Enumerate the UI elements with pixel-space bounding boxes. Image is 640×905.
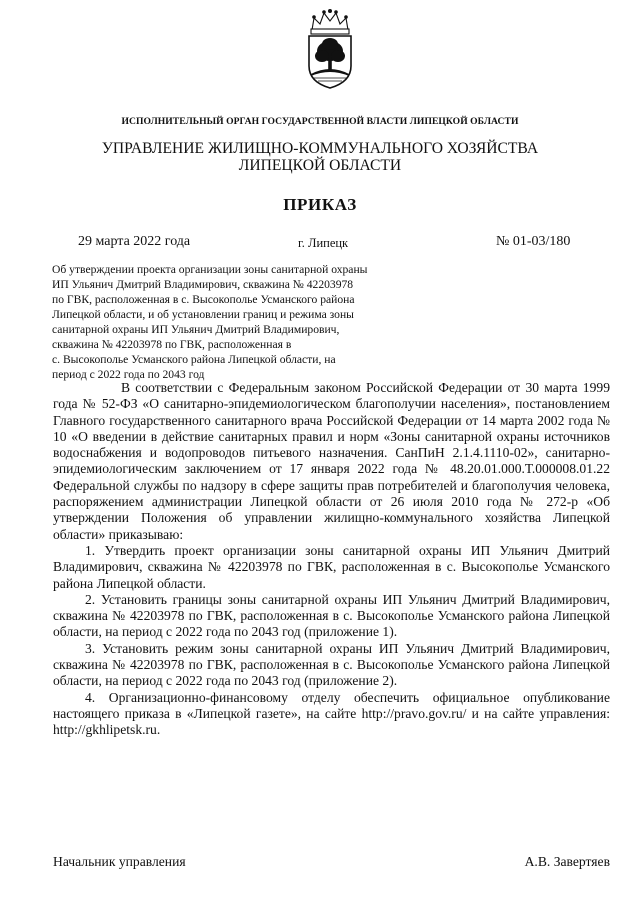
order-subject: [52, 262, 424, 382]
order-city: г. Липецк: [298, 236, 349, 250]
order-item: 2. Установить границы зоны санитарной охраны ИП Ульянич Дмитрий Владимирович, скважина № 42203978 по ГВК, расположенная в с. Высокополье Усманского района Липецкой области, на период с 2022 года по 2043 год (приложение 1).: [53, 591, 610, 640]
coat-of-arms-icon: [302, 8, 358, 90]
order-number: № 01-03/180: [496, 234, 571, 249]
document-title: ПРИКАЗ: [283, 195, 357, 214]
preamble-paragraph: В соответствии с Федеральным законом Российской Федерации от 30 марта 1999 года № 52-ФЗ «О санитарно-эпидемиологическом благополучии населения», постановлением Главного государственного санитарного врача Российской Федерации от 14 марта 2002 года № 10 «О введении в действие санитарных правил и норм «Зоны санитарной охраны источников водоснабжения и водопроводов питьевого назначения. СанПиН 2.1.4.1110-02», санитарно-эпидемиологическим заключением от 17 января 2022 года № 48.20.01.000.Т.000008.01.22 Федеральной службы по надзору в сфере защиты прав потребителей и благополучия человека, распоряжением администрации Липецкой области от 26 июля 2010 года № 272-р «Об утверждении Положения об управлении жилищно-коммунального хозяйства Липецкой области» приказываю:: [53, 380, 610, 542]
subject-line: Об утверждении проекта организации зоны санитарной охраны: [52, 263, 368, 276]
subject-line: санитарной охраны ИП Ульянич Дмитрий Владимирович,: [52, 323, 340, 336]
subject-line: ИП Ульянич Дмитрий Владимирович, скважина № 42203978: [52, 278, 354, 291]
department-name-line-2: ЛИПЕЦКОЙ ОБЛАСТИ: [238, 157, 402, 174]
issuing-authority: ИСПОЛНИТЕЛЬНЫЙ ОРГАН ГОСУДАРСТВЕННОЙ ВЛАСТИ ЛИПЕЦКОЙ ОБЛАСТИ: [121, 116, 519, 127]
subject-line: Липецкой области, и об установлении границ и режима зоны: [52, 308, 354, 321]
order-item: 1. Утвердить проект организации зоны санитарной охраны ИП Ульянич Дмитрий Владимирович, скважина № 42203978 по ГВК, расположенная в с. Высокополье Усманского района Липецкой области.: [53, 542, 610, 591]
order-body: [53, 380, 610, 739]
signatory-position: Начальник управления: [53, 854, 186, 869]
department-name: [0, 140, 640, 174]
order-item: 4. Организационно-финансовому отделу обеспечить официальное опубликование настоящего приказа в «Липецкой газете», на сайте http://pravo.gov.ru/ и на сайте управления: http://gkhlipetsk.ru.: [53, 689, 610, 738]
order-date: 29 марта 2022 года: [78, 234, 191, 249]
signatory-name: А.В. Завертяев: [524, 854, 610, 869]
order-item: 3. Установить режим зоны санитарной охраны ИП Ульянич Дмитрий Владимирович, скважина № 42203978 по ГВК, расположенная в с. Высокополье Усманского района Липецкой области, на период с 2022 года по 2043 год (приложение 2).: [53, 640, 610, 689]
subject-line: скважина № 42203978 по ГВК, расположенная в: [52, 338, 292, 351]
department-name-line-1: УПРАВЛЕНИЕ ЖИЛИЩНО-КОММУНАЛЬНОГО ХОЗЯЙСТВА: [101, 140, 539, 157]
subject-line: с. Высокополье Усманского района Липецкой области, на: [52, 353, 336, 366]
subject-line: период с 2022 года по 2043 год: [52, 368, 205, 381]
subject-line: по ГВК, расположенная в с. Высокополье Усманского района: [52, 293, 355, 306]
